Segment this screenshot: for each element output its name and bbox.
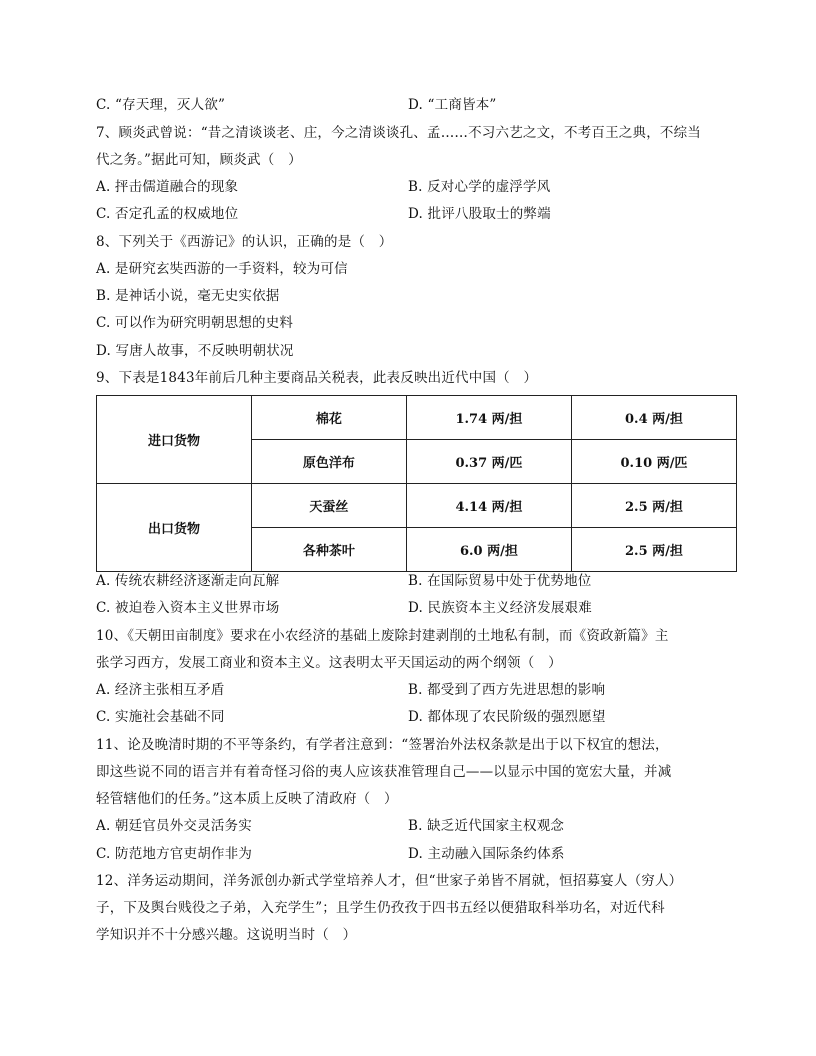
question-7-line-1: 7、顾炎武曾说：“昔之清谈谈老、庄，今之清谈谈孔、孟……不习六艺之文，不考百王之典，不综当 [96, 125, 701, 141]
tariff-after-cell: 2.5 两/担 [571, 484, 736, 528]
question-10-line-2: 张学习西方，发展工商业和资本主义。这表明太平天国运动的两个纲领（ ） [96, 655, 562, 671]
option-b-q11: B. 缺乏近代国家主权观念 [408, 818, 565, 834]
option-b-q10: B. 都受到了西方先进思想的影响 [408, 682, 606, 698]
option-d-q7: D. 批评八股取士的弊端 [408, 206, 551, 222]
table-row [97, 484, 737, 528]
option-c-q6: C. “存天理，灭人欲” [96, 97, 226, 113]
tariff-before-cell: 1.74 两/担 [406, 396, 571, 440]
option-b-q9: B. 在国际贸易中处于优势地位 [408, 573, 592, 589]
question-12-line-1: 12、洋务运动期间，洋务派创办新式学堂培养人才，但“世家子弟皆不屑就，恒招募宴人（穷人） [96, 873, 683, 889]
option-a-q8: A. 是研究玄奘西游的一手资料，较为可信 [96, 261, 348, 277]
option-c-q11: C. 防范地方官吏胡作非为 [96, 846, 253, 862]
tariff-before-cell: 6.0 两/担 [406, 528, 571, 572]
tariff-before-cell: 0.37 两/匹 [406, 440, 571, 484]
option-c-q9: C. 被迫卷入资本主义世界市场 [96, 600, 280, 616]
question-12-line-2: 子，下及舆台贱役之子弟，入充学生”；且学生仍孜孜于四书五经以便猎取科举功名，对近代科 [96, 900, 665, 916]
question-7-line-2: 代之务。”据此可知，顾炎武（ ） [96, 152, 302, 168]
option-d-q8: D. 写唐人故事，不反映明朝状况 [96, 343, 294, 359]
question-12-line-3: 学知识并不十分感兴趣。这说明当时（ ） [96, 927, 357, 943]
option-c-q10: C. 实施社会基础不同 [96, 709, 225, 725]
goods-cell: 原色洋布 [251, 440, 406, 484]
goods-cell: 各种茶叶 [251, 528, 406, 572]
option-a-q7: A. 抨击儒道融合的现象 [96, 179, 239, 195]
question-11-line-2: 即这些说不同的语言并有着奇怪习俗的夷人应该获准管理自己——以显示中国的宽宏大量，并减 [96, 764, 672, 780]
tariff-after-cell: 0.10 两/匹 [571, 440, 736, 484]
option-d-q10: D. 都体现了农民阶级的强烈愿望 [408, 709, 606, 725]
goods-cell: 棉花 [251, 396, 406, 440]
option-d-q9: D. 民族资本主义经济发展艰难 [408, 600, 592, 616]
option-a-q9: A. 传统农耕经济逐渐走向瓦解 [96, 573, 280, 589]
goods-cell: 天蚕丝 [251, 484, 406, 528]
option-d-q6: D. “工商皆本” [408, 97, 497, 113]
option-d-q11: D. 主动融入国际条约体系 [408, 846, 565, 862]
option-c-q8: C. 可以作为研究明朝思想的史料 [96, 315, 294, 331]
question-11-line-3: 轻管辖他们的任务。”这本质上反映了清政府（ ） [96, 791, 398, 807]
option-b-q8: B. 是神话小说，毫无史实依据 [96, 288, 280, 304]
category-cell: 进口货物 [97, 396, 252, 484]
tariff-after-cell: 2.5 两/担 [571, 528, 736, 572]
question-8: 8、下列关于《西游记》的认识，正确的是（ ） [96, 234, 393, 250]
table-row [97, 396, 737, 440]
option-a-q11: A. 朝廷官员外交灵活务实 [96, 818, 252, 834]
question-9: 9、下表是1843年前后几种主要商品关税表，此表反映出近代中国（ ） [96, 370, 538, 386]
question-10-line-1: 10、《天朝田亩制度》要求在小农经济的基础上废除封建剥削的土地私有制，而《资政新篇》主 [96, 628, 669, 644]
option-b-q7: B. 反对心学的虚浮学风 [408, 179, 551, 195]
tariff-after-cell: 0.4 两/担 [571, 396, 736, 440]
option-a-q10: A. 经济主张相互矛盾 [96, 682, 225, 698]
option-c-q7: C. 否定孔孟的权威地位 [96, 206, 239, 222]
tariff-table [96, 395, 737, 572]
category-cell: 出口货物 [97, 484, 252, 572]
question-11-line-1: 11、论及晚清时期的不平等条约，有学者注意到：“签署治外法权条款是出于以下权宜的想法， [96, 737, 669, 753]
tariff-before-cell: 4.14 两/担 [406, 484, 571, 528]
